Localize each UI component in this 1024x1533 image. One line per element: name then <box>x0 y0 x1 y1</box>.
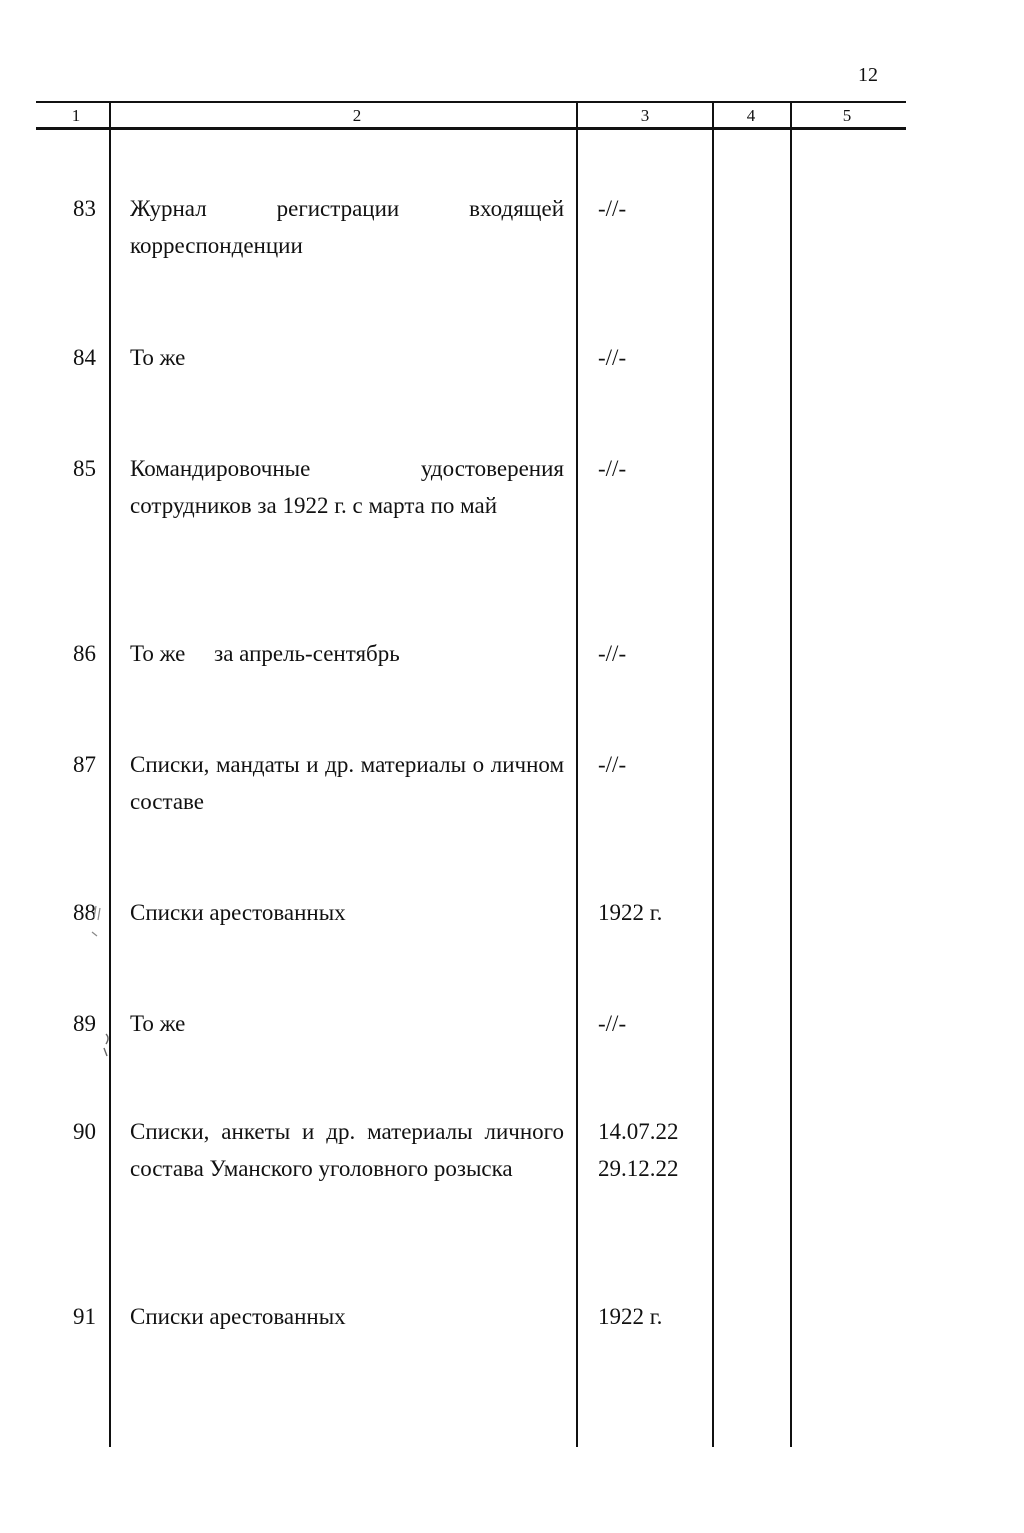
column-header-4: 4 <box>746 106 756 125</box>
row-number: 86 <box>73 641 96 666</box>
row-number: 84 <box>73 345 96 370</box>
table-header-rule <box>36 127 906 130</box>
row-date: -//- <box>598 456 627 481</box>
column-header-3: 3 <box>640 106 650 125</box>
row-date-end: 29.12.22 <box>598 1156 679 1181</box>
row-number: 90 <box>73 1119 96 1144</box>
row-description: То же за апрель-сентябрь <box>130 641 400 666</box>
row-date: -//- <box>598 641 627 666</box>
row-description: Журнал регистрации входящей корреспонденции <box>130 196 564 258</box>
row-date: -//- <box>598 196 627 221</box>
row-description: То же <box>130 1011 186 1036</box>
row-description: Списки арестованных <box>130 900 346 925</box>
row-number: 88 <box>73 900 96 925</box>
scan-speck <box>88 896 112 946</box>
row-date: 1922 г. <box>598 900 663 925</box>
row-date: -//- <box>598 345 627 370</box>
page-number: 12 <box>858 64 878 86</box>
column-divider-4-5 <box>790 101 792 1447</box>
row-date-start: 14.07.22 <box>598 1119 679 1144</box>
row-description: Списки, анкеты и др. материалы личного состава Уманского уголовного розыска <box>130 1119 564 1181</box>
row-date: 1922 г. <box>598 1304 663 1329</box>
row-description: То же <box>130 345 186 370</box>
column-header-1: 1 <box>71 106 81 125</box>
column-divider-3-4 <box>712 101 714 1447</box>
row-date: -//- <box>598 1011 627 1036</box>
scan-speck <box>100 1030 114 1060</box>
row-number: 89 <box>73 1011 96 1036</box>
column-header-2: 2 <box>352 106 362 125</box>
row-number: 85 <box>73 456 96 481</box>
row-number: 83 <box>73 196 96 221</box>
row-description: Списки арестованных <box>130 1304 346 1329</box>
row-number: 91 <box>73 1304 96 1329</box>
table-top-rule <box>36 101 906 103</box>
column-header-5: 5 <box>842 106 852 125</box>
column-divider-1-2 <box>109 101 111 1447</box>
column-divider-2-3 <box>576 101 578 1447</box>
row-description: Командировочные удостоверения сотрудников за 1922 г. с марта по май <box>130 456 564 518</box>
row-number: 87 <box>73 752 96 777</box>
row-description: Списки, мандаты и др. материалы о личном составе <box>130 752 564 814</box>
row-date: -//- <box>598 752 627 777</box>
